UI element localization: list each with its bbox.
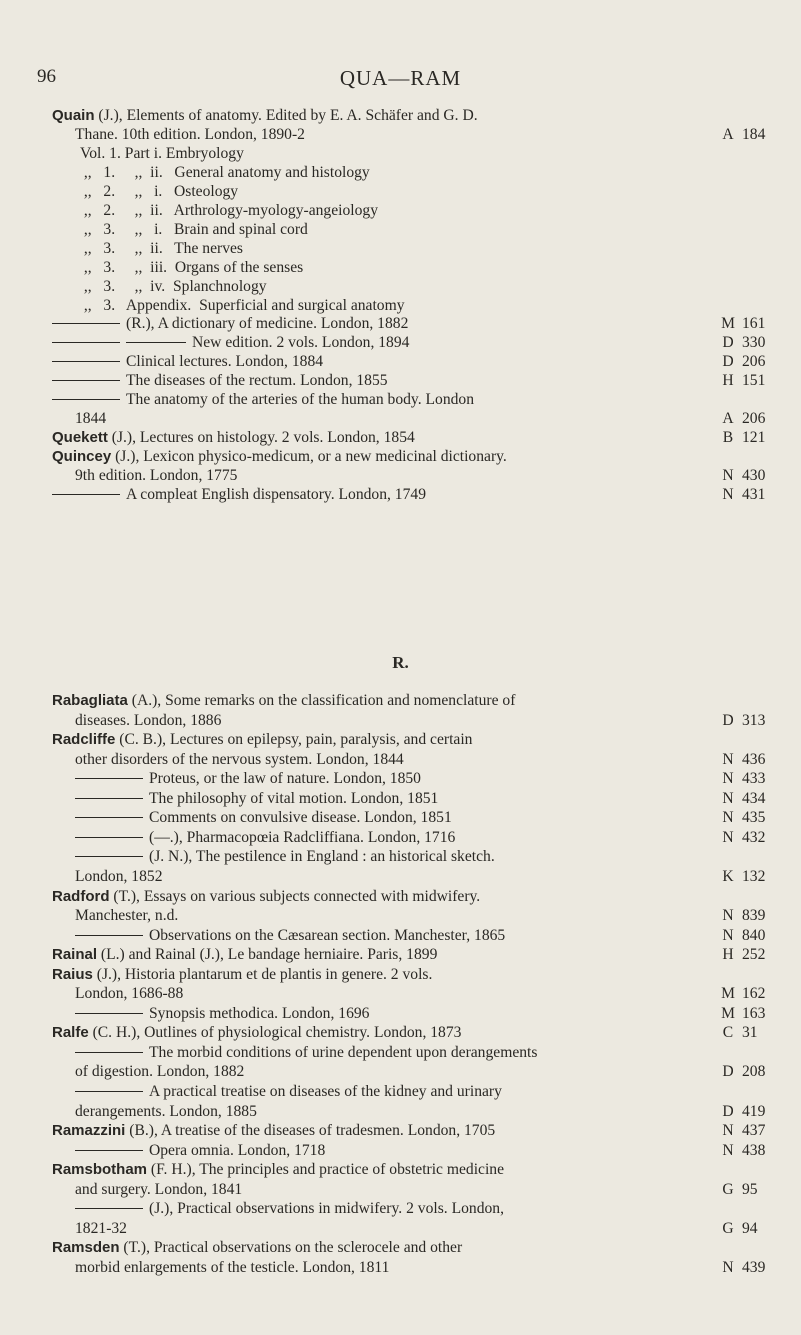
shelf-letter: N xyxy=(722,770,734,788)
shelf-number: 434 xyxy=(742,789,766,807)
shelf-letter: N xyxy=(722,750,734,768)
shelf-number: 419 xyxy=(742,1102,766,1120)
entry-text: The diseases of the rectum. London, 1855 xyxy=(52,370,388,392)
entry-text: 1844 xyxy=(75,410,107,428)
shelf-letter: N xyxy=(722,486,734,503)
shelf-letter: N xyxy=(722,789,734,807)
entry-text: The philosophy of vital motion. London, 1851 xyxy=(75,788,438,810)
shelf-letter: K xyxy=(722,867,734,885)
shelf-letter: G xyxy=(722,1219,734,1237)
entry-text: ,, 2. ,, ii. Arthrology-myology-angeiology xyxy=(80,201,378,219)
entry-text: Observations on the Cæsarean section. Manchester, 1865 xyxy=(75,925,505,947)
entry-text: London, 1852 xyxy=(75,867,163,885)
shelf-number: 439 xyxy=(742,1258,766,1276)
entry-text: ,, 3. ,, iii. Organs of the senses xyxy=(80,258,304,276)
shelf-number: 437 xyxy=(742,1122,766,1140)
shelf-letter: N xyxy=(722,1122,734,1140)
entry-text: Vol. 1. Part i. Embryology xyxy=(80,144,244,162)
shelf-number: 430 xyxy=(742,467,766,485)
entry-text: Opera omnia. London, 1718 xyxy=(75,1140,325,1162)
entry-text: Synopsis methodica. London, 1696 xyxy=(75,1003,369,1025)
entry-text: Quain (J.), Elements of anatomy. Edited by E. A. Schäfer and G. D. xyxy=(52,107,478,124)
shelf-number: 435 xyxy=(742,809,766,827)
entry-text: of digestion. London, 1882 xyxy=(75,1063,245,1081)
shelf-number: 206 xyxy=(742,353,766,371)
shelf-letter: N xyxy=(722,467,734,485)
shelf-number: 839 xyxy=(742,907,766,925)
shelf-number: 151 xyxy=(742,372,766,390)
entry-text: derangements. London, 1885 xyxy=(75,1102,257,1120)
entry-text: Ralfe (C. H.), Outlines of physiological chemistry. London, 1873 xyxy=(52,1024,462,1042)
entry-text: Rabagliata (A.), Some remarks on the classification and nomenclature of xyxy=(52,692,516,709)
shelf-letter: N xyxy=(722,907,734,925)
shelf-number: 433 xyxy=(742,770,766,788)
entry-text: Thane. 10th edition. London, 1890-2 xyxy=(75,125,305,143)
shelf-letter: H xyxy=(722,372,734,390)
entry-text: other disorders of the nervous system. London, 1844 xyxy=(75,750,404,768)
entry-text: Radcliffe (C. B.), Lectures on epilepsy, pain, paralysis, and certain xyxy=(52,731,473,749)
entry-text: ,, 1. ,, ii. General anatomy and histology xyxy=(80,163,370,181)
shelf-letter: N xyxy=(722,828,734,846)
entry-text: (J.), Practical observations in midwifery. 2 vols. London, xyxy=(75,1198,504,1220)
entry-text: (R.), A dictionary of medicine. London, 1882 xyxy=(52,313,408,335)
entry-text: Proteus, or the law of nature. London, 1850 xyxy=(75,768,421,790)
shelf-number: 95 xyxy=(742,1180,758,1198)
entry-text: 9th edition. London, 1775 xyxy=(75,467,238,485)
shelf-letter: N xyxy=(722,1141,734,1159)
entry-text: ,, 3. Appendix. Superficial and surgical anatomy xyxy=(80,296,405,314)
shelf-letter: C xyxy=(722,1024,734,1042)
running-head: QUA—RAM xyxy=(339,66,462,90)
shelf-letter: A xyxy=(722,410,734,428)
entry-text: A practical treatise on diseases of the kidney and urinary xyxy=(75,1081,502,1103)
shelf-letter: N xyxy=(722,1258,734,1276)
shelf-number: 840 xyxy=(742,926,766,944)
shelf-letter: D xyxy=(722,1102,734,1120)
entry-text: Ramsbotham (F. H.), The principles and practice of obstetric medicine xyxy=(52,1161,505,1179)
shelf-number: 252 xyxy=(742,946,766,964)
entry-text: Rainal (L.) and Rainal (J.), Le bandage herniaire. Paris, 1899 xyxy=(52,946,438,964)
entry-text: Quekett (J.), Lectures on histology. 2 vols. London, 1854 xyxy=(52,429,415,447)
shelf-number: 313 xyxy=(742,711,766,729)
entry-text: Ramsden (T.), Practical observations on the sclerocele and other xyxy=(52,1239,463,1257)
shelf-number: 94 xyxy=(742,1219,758,1237)
entry-text: The anatomy of the arteries of the human body. London xyxy=(52,389,474,411)
shelf-number: 431 xyxy=(742,486,766,503)
shelf-letter: N xyxy=(722,926,734,944)
entry-text: 1821-32 xyxy=(75,1219,127,1237)
shelf-letter: B xyxy=(722,429,734,447)
entry-text: New edition. 2 vols. London, 1894 xyxy=(52,332,409,354)
shelf-number: 184 xyxy=(742,125,766,143)
shelf-number: 163 xyxy=(742,1004,766,1022)
shelf-number: 438 xyxy=(742,1141,766,1159)
shelf-number: 432 xyxy=(742,828,766,846)
entry-text: ,, 3. ,, ii. The nerves xyxy=(80,239,243,257)
shelf-number: 206 xyxy=(742,410,766,428)
entry-text: ,, 3. ,, i. Brain and spinal cord xyxy=(80,220,308,238)
shelf-letter: D xyxy=(722,1063,734,1081)
shelf-number: 162 xyxy=(742,985,766,1003)
shelf-letter: D xyxy=(722,334,734,352)
shelf-letter: M xyxy=(721,315,735,333)
entry-line xyxy=(0,484,801,506)
shelf-number: 436 xyxy=(742,750,766,768)
entry-text: ,, 3. ,, iv. Splanchnology xyxy=(80,277,267,295)
entry-text: (J. N.), The pestilence in England : an historical sketch. xyxy=(75,846,495,868)
entry-text: A compleat English dispensatory. London, 1749 xyxy=(52,484,426,506)
shelf-number: 330 xyxy=(742,334,766,352)
shelf-letter: M xyxy=(721,1004,735,1022)
entry-text: Manchester, n.d. xyxy=(75,907,179,925)
shelf-number: 31 xyxy=(742,1024,758,1042)
entry-text: The morbid conditions of urine dependent upon derangements xyxy=(75,1042,537,1064)
shelf-number: 208 xyxy=(742,1063,766,1081)
entry-text: Quincey (J.), Lexicon physico-medicum, or a new medicinal dictionary. xyxy=(52,448,507,466)
shelf-letter: M xyxy=(721,985,735,1003)
entry-text: morbid enlargements of the testicle. London, 1811 xyxy=(75,1258,390,1276)
entry-text: London, 1686-88 xyxy=(75,985,184,1003)
shelf-number: 121 xyxy=(742,429,766,447)
shelf-letter: D xyxy=(722,353,734,371)
shelf-number: 161 xyxy=(742,315,766,333)
entry-text: ,, 2. ,, i. Osteology xyxy=(80,182,239,200)
shelf-letter: D xyxy=(722,711,734,729)
shelf-letter: H xyxy=(722,946,734,964)
entry-line xyxy=(0,1257,801,1279)
page-header xyxy=(0,66,801,92)
entry-text: Ramazzini (B.), A treatise of the diseases of tradesmen. London, 1705 xyxy=(52,1122,496,1140)
entry-text: Raius (J.), Historia plantarum et de plantis in genere. 2 vols. xyxy=(52,965,433,983)
entry-text: (—.), Pharmacopœia Radcliffiana. London, 1716 xyxy=(75,827,455,849)
shelf-letter: A xyxy=(722,125,734,143)
shelf-number: 132 xyxy=(742,867,766,885)
shelf-letter: N xyxy=(722,809,734,827)
entry-text: Comments on convulsive disease. London, 1851 xyxy=(75,807,452,829)
shelf-letter: G xyxy=(722,1180,734,1198)
section-heading: R. xyxy=(392,653,409,672)
entry-text: and surgery. London, 1841 xyxy=(75,1180,243,1198)
entry-text: Clinical lectures. London, 1884 xyxy=(52,351,323,373)
entry-text: Radford (T.), Essays on various subjects connected with midwifery. xyxy=(52,887,481,905)
page-number: 96 xyxy=(37,66,56,87)
entry-text: diseases. London, 1886 xyxy=(75,711,222,729)
